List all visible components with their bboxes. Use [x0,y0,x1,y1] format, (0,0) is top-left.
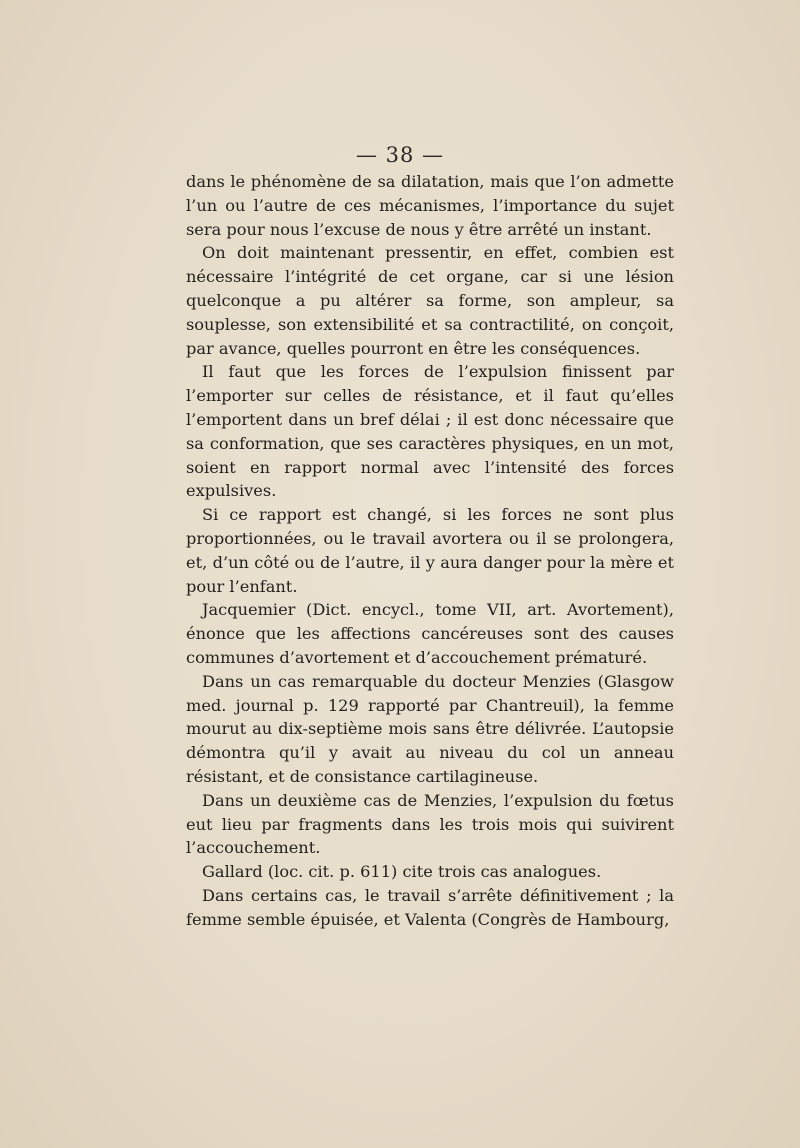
paragraph-9: Dans certains cas, le travail s’arrête définitivement ; la femme semble épuisée, et Valenta (Congrès de Hambourg, [186,885,674,929]
paragraph-7: Dans un deuxième cas de Menzies, l’expulsion du fœtus eut lieu par fragments dans les trois mois qui suivirent l’accouchement. [186,790,674,858]
paragraph-4: Si ce rapport est changé, si les forces ne sont plus proportionnées, ou le travail avortera ou il se prolongera, et, d’un côté ou de l’autre, il y aura danger pour la mère et pour l’enfant. [186,505,674,596]
paragraph-5: Jacquemier (Dict. encycl., tome VII, art. Avortement), énonce que les affections cancéreuses sont des causes communes d’avortement et d’accouchement prématuré. [186,600,674,667]
paragraph-8: Gallard (loc. cit. p. 611) cite trois cas analogues. [202,862,602,882]
body-text [186,170,674,932]
page-number: — 38 — [355,143,445,167]
paragraph-3: Il faut que les forces de l’expulsion finissent par l’emporter sur celles de résistance, et il faut qu’elles l’emportent dans un bref délai ; il est donc nécessaire que sa conformation, que ses caractères physiques, en un mot, soient en rapport normal avec l’intensité des forces expulsives. [186,362,674,501]
paragraph-6: Dans un cas remarquable du docteur Menzies (Glasgow med. journal p. 129 rapporté par Chantreuil), la femme mourut au dix-septième mois sans être délivrée. L’autopsie démontra qu’il y avait au niveau du col un anneau résistant, et de consistance cartilagineuse. [186,671,674,786]
paragraph-1: dans le phénomène de sa dilatation, mais que l’on admette l’un ou l’autre de ces mécanismes, l’importance du sujet sera pour nous l’excuse de nous y être arrêté un instant. [186,172,674,239]
paragraph-2: On doit maintenant pressentir, en effet, combien est nécessaire l’intégrité de cet organe, car si une lésion quelconque a pu altérer sa forme, son ampleur, sa souplesse, son extensibilité et sa contractilité, on conçoit, par avance, quelles pourront en être les conséquences. [186,243,674,358]
